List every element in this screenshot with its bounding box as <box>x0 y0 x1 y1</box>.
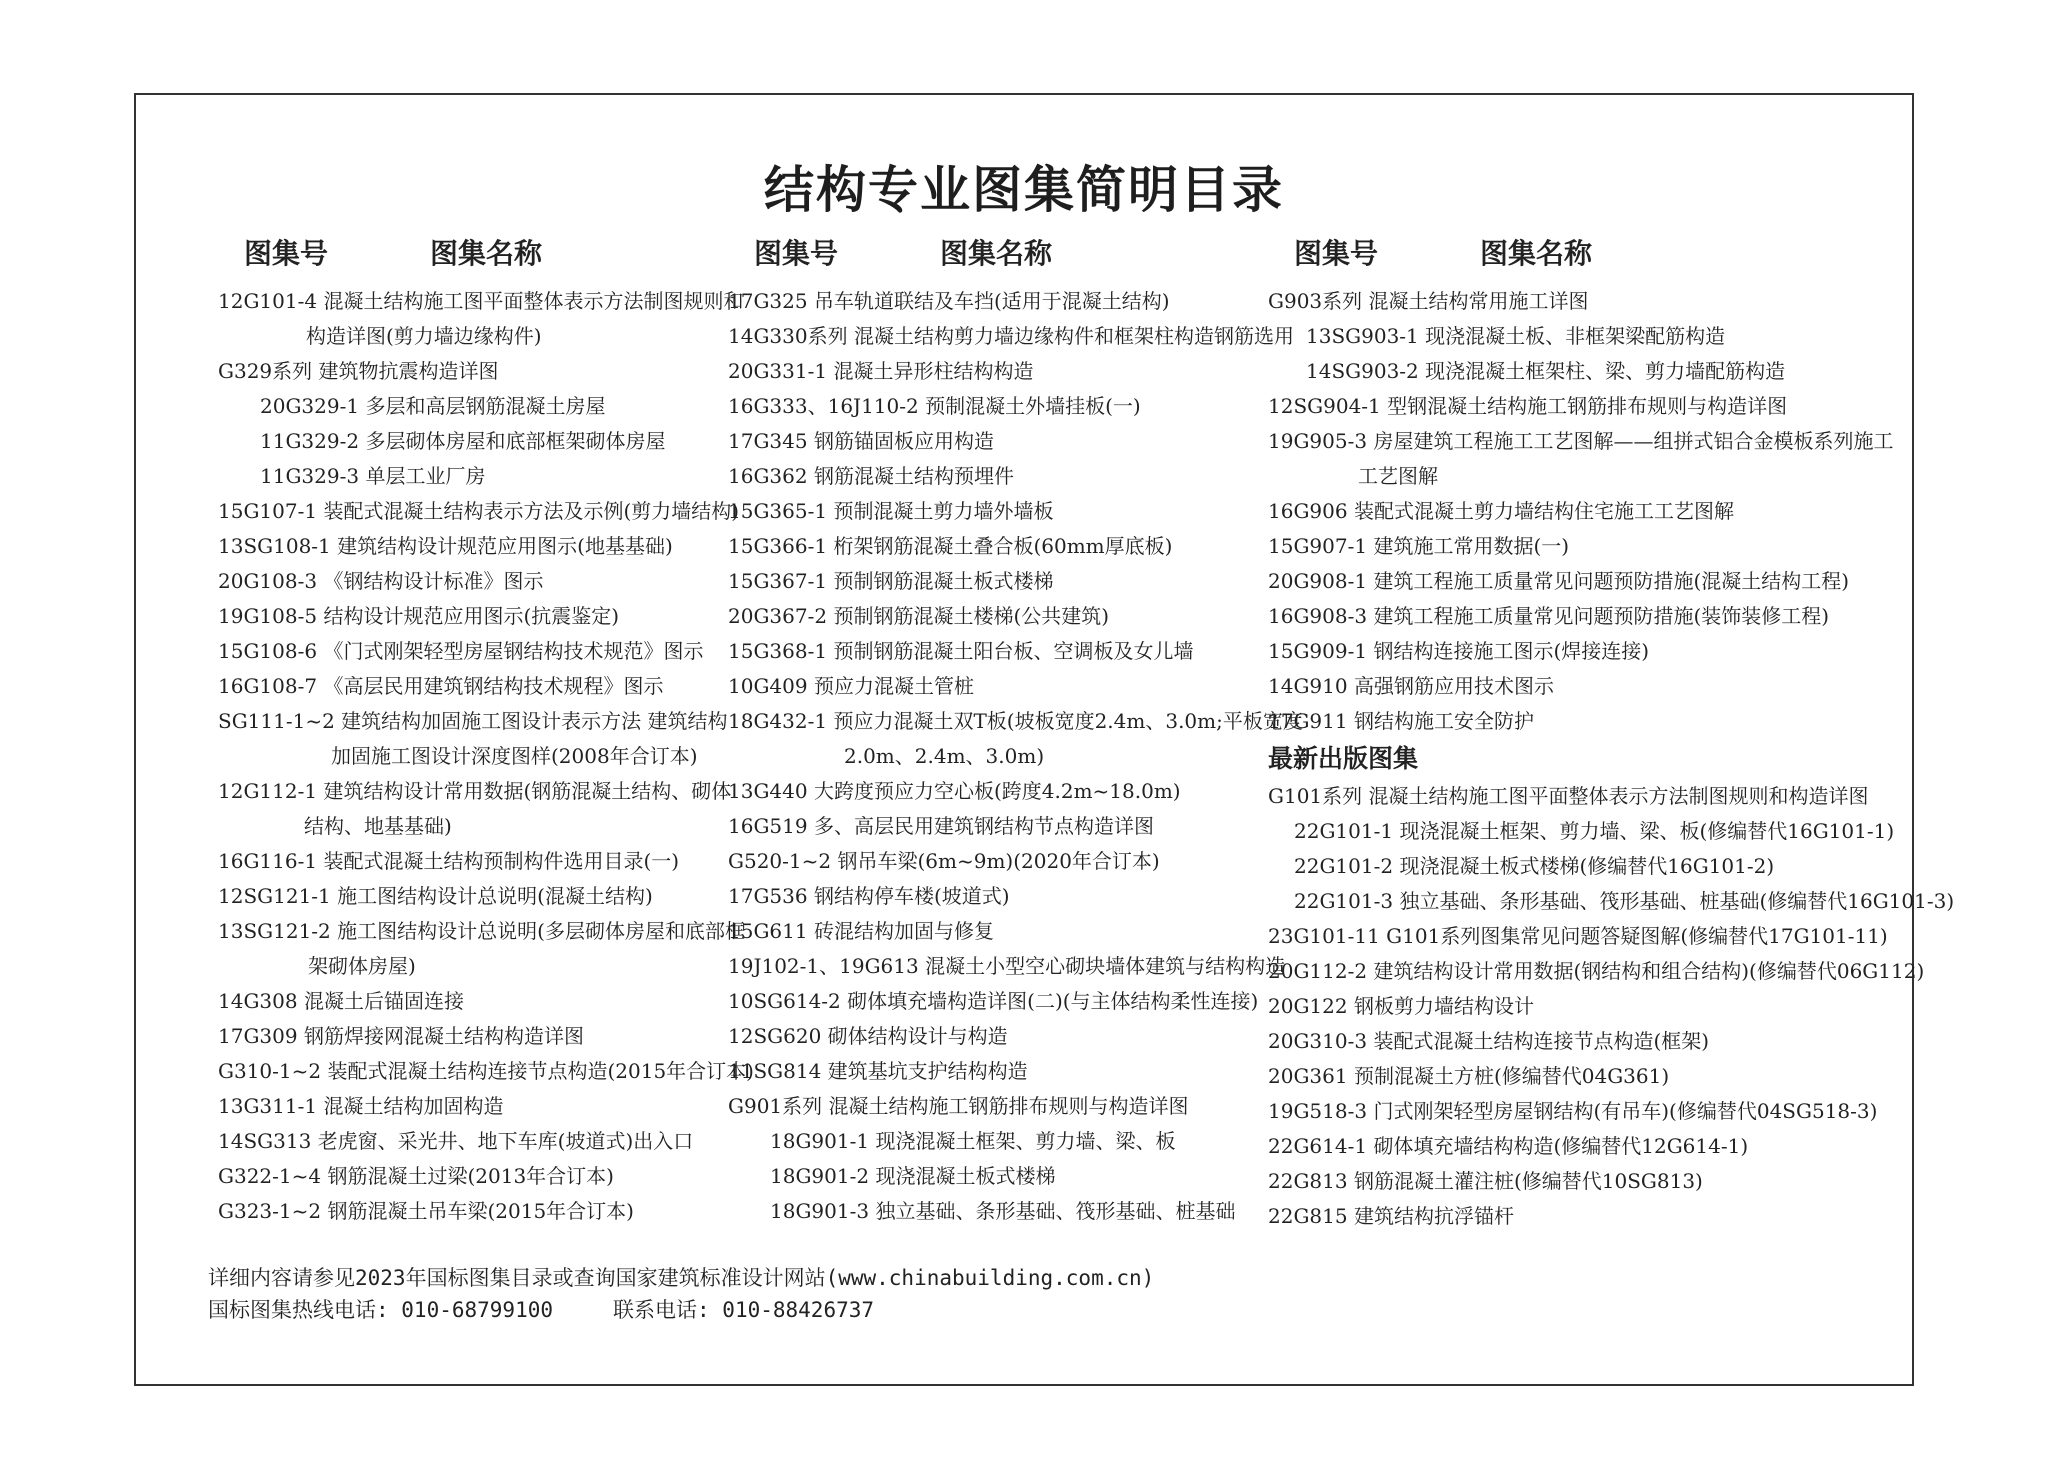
list-item: G520-1~2 钢吊车梁(6m~9m)(2020年合订本) <box>728 849 1160 873</box>
list-item-continued: 加固施工图设计深度图样(2008年合订本) <box>331 744 698 768</box>
list-item: 13G440 大跨度预应力空心板(跨度4.2m~18.0m) <box>728 779 1181 803</box>
list-item: G901系列 混凝土结构施工钢筋排布规则与构造详图 <box>728 1094 1189 1118</box>
catalog-column-3 <box>1268 228 1955 1234</box>
list-item: 22G813 钢筋混凝土灌注桩(修编替代10SG813) <box>1268 1169 1703 1193</box>
list-item-sub: 20G329-1 多层和高层钢筋混凝土房屋 <box>260 394 606 418</box>
list-item: 15G367-1 预制钢筋混凝土板式楼梯 <box>728 569 1054 593</box>
list-item: 19J102-1、19G613 混凝土小型空心砌块墙体建筑与结构构造 <box>728 954 1286 978</box>
section-heading: 最新出版图集 <box>1268 744 1419 773</box>
list-item: 18G432-1 预应力混凝土双T板(坡板宽度2.4m、3.0m;平板宽度 <box>728 709 1303 733</box>
list-item: 20G112-2 建筑结构设计常用数据(钢结构和组合结构)(修编替代06G112) <box>1268 959 1925 983</box>
column-header <box>728 228 1268 284</box>
list-item: 15G107-1 装配式混凝土结构表示方法及示例(剪力墙结构) <box>218 499 740 523</box>
list-item: 14SG313 老虎窗、采光井、地下车库(坡道式)出入口 <box>218 1129 694 1153</box>
list-item: 10G409 预应力混凝土管桩 <box>728 674 974 698</box>
list-item: 11SG814 建筑基坑支护结构构造 <box>728 1059 1028 1083</box>
list-item: G101系列 混凝土结构施工图平面整体表示方法制图规则和构造详图 <box>1268 784 1869 808</box>
list-item: 17G911 钢结构施工安全防护 <box>1268 709 1534 733</box>
catalog-column-2 <box>728 228 1303 1229</box>
list-item: 14G308 混凝土后锚固连接 <box>218 989 464 1013</box>
list-item: 12G112-1 建筑结构设计常用数据(钢筋混凝土结构、砌体 <box>218 779 732 803</box>
list-item: 14G910 高强钢筋应用技术图示 <box>1268 674 1554 698</box>
list-item-sub: 11G329-2 多层砌体房屋和底部框架砌体房屋 <box>260 429 666 453</box>
list-item: 22G614-1 砌体填充墙结构构造(修编替代12G614-1) <box>1268 1134 1749 1158</box>
list-item-continued: 架砌体房屋) <box>308 954 416 978</box>
list-item-sub: 18G901-1 现浇混凝土框架、剪力墙、梁、板 <box>770 1129 1176 1153</box>
list-item: G323-1~2 钢筋混凝土吊车梁(2015年合订本) <box>218 1199 634 1223</box>
list-item: G322-1~4 钢筋混凝土过梁(2013年合订本) <box>218 1164 614 1188</box>
list-item: 20G367-2 预制钢筋混凝土楼梯(公共建筑) <box>728 604 1110 628</box>
list-item-sub: 22G101-3 独立基础、条形基础、筏形基础、桩基础(修编替代16G101-3) <box>1294 889 1955 913</box>
header-code: 图集号 <box>244 237 329 270</box>
page-title: 结构专业图集简明目录 <box>764 161 1284 219</box>
list-item-continued: 工艺图解 <box>1358 464 1438 488</box>
list-item: 17G345 钢筋锚固板应用构造 <box>728 429 994 453</box>
list-item-sub: 11G329-3 单层工业厂房 <box>260 464 486 488</box>
catalog-list <box>218 284 754 1229</box>
list-item: 19G518-3 门式刚架轻型房屋钢结构(有吊车)(修编替代04SG518-3) <box>1268 1099 1878 1123</box>
list-item: 15G108-6 《门式刚架轻型房屋钢结构技术规范》图示 <box>218 639 704 663</box>
catalog-list <box>1268 284 1955 1234</box>
list-item-sub: 18G901-3 独立基础、条形基础、筏形基础、桩基础 <box>770 1199 1236 1223</box>
list-item: 12SG121-1 施工图结构设计总说明(混凝土结构) <box>218 884 653 908</box>
list-item-sub: 22G101-1 现浇混凝土框架、剪力墙、梁、板(修编替代16G101-1) <box>1294 819 1895 843</box>
list-item: 16G908-3 建筑工程施工质量常见问题预防措施(装饰装修工程) <box>1268 604 1830 628</box>
list-item: 15G368-1 预制钢筋混凝土阳台板、空调板及女儿墙 <box>728 639 1194 663</box>
catalog-column-1 <box>218 228 754 1229</box>
header-code: 图集号 <box>754 237 839 270</box>
list-item: 15G907-1 建筑施工常用数据(一) <box>1268 534 1570 558</box>
footer-note <box>208 1262 1154 1326</box>
hotline-text: 国标图集热线电话: 010-68799100 <box>208 1298 554 1322</box>
list-item-sub: 14SG903-2 现浇混凝土框架柱、梁、剪力墙配筋构造 <box>1306 359 1786 383</box>
list-item: 13G311-1 混凝土结构加固构造 <box>218 1094 504 1118</box>
list-item: 20G361 预制混凝土方桩(修编替代04G361) <box>1268 1064 1670 1088</box>
list-item-sub: 18G901-2 现浇混凝土板式楼梯 <box>770 1164 1056 1188</box>
list-item-continued: 构造详图(剪力墙边缘构件) <box>306 324 542 348</box>
list-item-sub: 13SG903-1 现浇混凝土板、非框架梁配筋构造 <box>1306 324 1726 348</box>
list-item: 17G309 钢筋焊接网混凝土结构构造详图 <box>218 1024 584 1048</box>
list-item: 23G101-11 G101系列图集常见问题答疑图解(修编替代17G101-11) <box>1268 924 1888 948</box>
list-item: G903系列 混凝土结构常用施工详图 <box>1268 289 1589 313</box>
list-item: 19G905-3 房屋建筑工程施工工艺图解——组拼式铝合金模板系列施工 <box>1268 429 1894 453</box>
list-item: 20G331-1 混凝土异形柱结构构造 <box>728 359 1034 383</box>
list-item: 12G101-4 混凝土结构施工图平面整体表示方法制图规则和 <box>218 289 744 313</box>
footer-reference-line: 详细内容请参见2023年国标图集目录或查询国家建筑标准设计网站(www.chinabuilding.com.cn) <box>208 1266 1155 1290</box>
list-item: 15G909-1 钢结构连接施工图示(焊接连接) <box>1268 639 1650 663</box>
list-item: 17G536 钢结构停车楼(坡道式) <box>728 884 1010 908</box>
list-item: 20G310-3 装配式混凝土结构连接节点构造(框架) <box>1268 1029 1710 1053</box>
list-item: 15G611 砖混结构加固与修复 <box>728 919 994 943</box>
list-item: 12SG620 砌体结构设计与构造 <box>728 1024 1008 1048</box>
list-item: 10SG614-2 砌体填充墙构造详图(二)(与主体结构柔性连接) <box>728 989 1259 1013</box>
list-item: 16G906 装配式混凝土剪力墙结构住宅施工工艺图解 <box>1268 499 1734 523</box>
list-item-continued: 2.0m、2.4m、3.0m) <box>844 744 1045 768</box>
list-item: SG111-1~2 建筑结构加固施工图设计表示方法 建筑结构 <box>218 709 728 733</box>
list-item: 16G333、16J110-2 预制混凝土外墙挂板(一) <box>728 394 1141 418</box>
header-name: 图集名称 <box>940 237 1053 270</box>
list-item: 15G366-1 桁架钢筋混凝土叠合板(60mm厚底板) <box>728 534 1173 558</box>
list-item: 20G908-1 建筑工程施工质量常见问题预防措施(混凝土结构工程) <box>1268 569 1850 593</box>
list-item: 14G330系列 混凝土结构剪力墙边缘构件和框架柱构造钢筋选用 <box>728 324 1294 348</box>
list-item: 16G362 钢筋混凝土结构预埋件 <box>728 464 1014 488</box>
header-code: 图集号 <box>1294 237 1379 270</box>
list-item: 17G325 吊车轨道联结及车挡(适用于混凝土结构) <box>728 289 1170 313</box>
list-item: 20G108-3 《钢结构设计标准》图示 <box>218 569 544 593</box>
list-item-sub: 22G101-2 现浇混凝土板式楼梯(修编替代16G101-2) <box>1294 854 1775 878</box>
list-item: G329系列 建筑物抗震构造详图 <box>218 359 499 383</box>
list-item: 16G519 多、高层民用建筑钢结构节点构造详图 <box>728 814 1154 838</box>
list-item: 13SG121-2 施工图结构设计总说明(多层砌体房屋和底部框 <box>218 919 745 943</box>
list-item: 13SG108-1 建筑结构设计规范应用图示(地基基础) <box>218 534 673 558</box>
header-name: 图集名称 <box>1480 237 1593 270</box>
list-item: 16G116-1 装配式混凝土结构预制构件选用目录(一) <box>218 849 680 873</box>
list-item: 20G122 钢板剪力墙结构设计 <box>1268 994 1534 1018</box>
list-item: 22G815 建筑结构抗浮锚杆 <box>1268 1204 1514 1228</box>
list-item: G310-1~2 装配式混凝土结构连接节点构造(2015年合订本) <box>218 1059 754 1083</box>
list-item: 15G365-1 预制混凝土剪力墙外墙板 <box>728 499 1054 523</box>
catalog-list <box>728 284 1303 1229</box>
footer-contact-line <box>208 1294 1154 1326</box>
contact-phone-text: 联系电话: 010-88426737 <box>613 1298 875 1322</box>
list-item-continued: 结构、地基基础) <box>304 814 452 838</box>
list-item: 12SG904-1 型钢混凝土结构施工钢筋排布规则与构造详图 <box>1268 394 1788 418</box>
column-header <box>1268 228 1908 284</box>
header-name: 图集名称 <box>430 237 543 270</box>
list-item: 19G108-5 结构设计规范应用图示(抗震鉴定) <box>218 604 620 628</box>
list-item: 16G108-7 《高层民用建筑钢结构技术规程》图示 <box>218 674 664 698</box>
column-header <box>218 228 738 284</box>
